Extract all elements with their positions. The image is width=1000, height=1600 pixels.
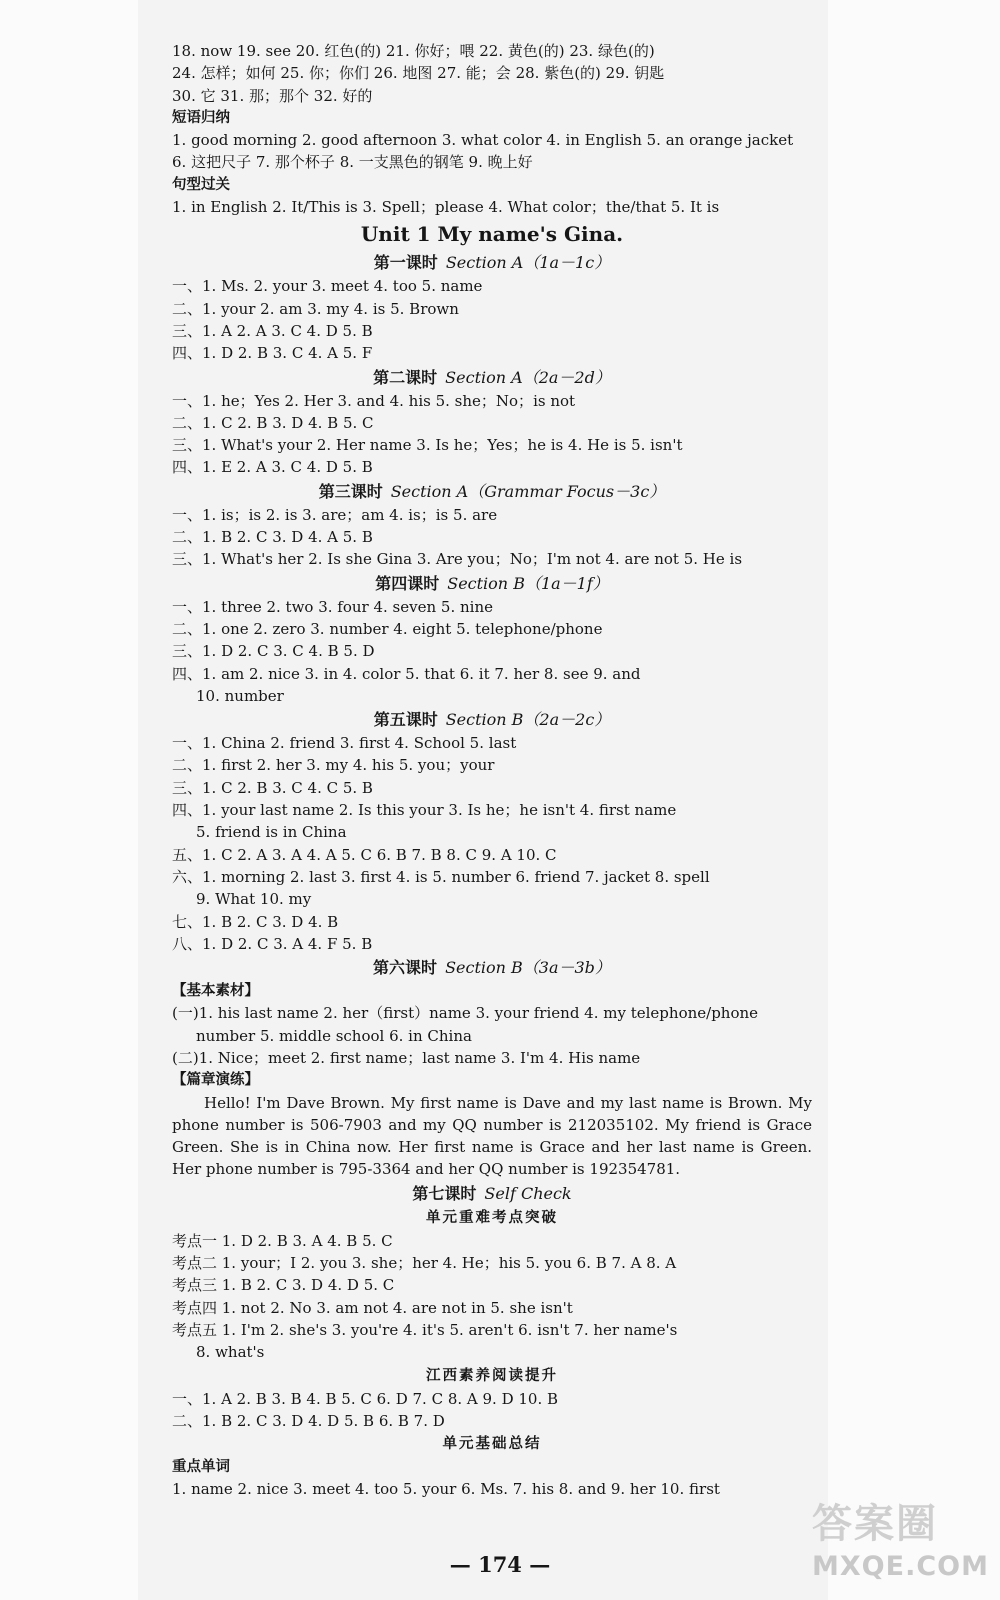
answer-line: 一、1. he；Yes 2. Her 3. and 4. his 5. she；No；is not — [172, 391, 576, 410]
answer-line: 二、1. B 2. C 3. D 4. A 5. B — [172, 528, 373, 547]
answer-line: 六、1. morning 2. last 3. first 4. is 5. number 6. friend 7. jacket 8. spell — [172, 867, 710, 886]
lesson-heading — [172, 707, 812, 732]
answer-line: 三、1. A 2. A 3. C 4. D 5. B — [172, 321, 373, 340]
section-heading: 【基本素材】 — [172, 983, 259, 1000]
answer-line: 一、1. three 2. two 3. four 4. seven 5. nine — [172, 597, 493, 616]
passage-text: Hello! I'm Dave Brown. My first name is Dave and my last name is Brown. My phone number is 506-7903 and my QQ number is 212035102. My friend is Grace Green. She is in China now. Her first name is Grace and her last name is Green. Her phone number is 795-3364 and her QQ number is 192354781. — [172, 1093, 812, 1179]
lesson-title: 第三课时 — [318, 481, 383, 501]
watermark-bottom: MXQE.COM — [812, 1551, 989, 1582]
answer-line-continued: 8. what's — [196, 1343, 265, 1362]
answer-line-continued: 10. number — [196, 686, 284, 705]
answer-line: 二、1. first 2. her 3. my 4. his 5. you；your — [172, 756, 495, 775]
answer-line: 二、1. one 2. zero 3. number 4. eight 5. telephone/phone — [172, 619, 603, 638]
answer-line: 考点一 1. D 2. B 3. A 4. B 5. C — [172, 1231, 393, 1250]
answer-column — [172, 40, 812, 1501]
answer-line: 18. now 19. see 20. 红色(的) 21. 你好；喂 22. 黄色(的) 23. 绿色(的) — [172, 42, 655, 60]
lesson-heading — [172, 1181, 812, 1206]
answer-line: 一、1. is；is 2. is 3. are；am 4. is；is 5. are — [172, 505, 498, 524]
answer-line: 四、1. am 2. nice 3. in 4. color 5. that 6. it 7. her 8. see 9. and — [172, 664, 641, 683]
lesson-title: 第一课时 — [373, 253, 438, 273]
answer-line: 一、1. China 2. friend 3. first 4. School 5. last — [172, 734, 517, 753]
lesson-heading — [172, 479, 812, 504]
lesson-title: 第四课时 — [375, 573, 440, 593]
answer-line: 四、1. E 2. A 3. C 4. D 5. B — [172, 458, 373, 477]
answer-line: 三、1. D 2. C 3. C 4. B 5. D — [172, 642, 375, 661]
lesson-section: Section A（1a－1c） — [445, 253, 611, 273]
lesson-section: Self Check — [484, 1183, 572, 1203]
lesson-section: Section B（1a－1f） — [447, 573, 609, 593]
section-heading: 【篇章演练】 — [172, 1072, 259, 1089]
lesson-section: Section A（Grammar Focus－3c） — [390, 481, 666, 501]
page-number: — 174 — — [449, 1552, 551, 1577]
watermark-top: 答案圈 — [812, 1501, 938, 1547]
answer-line-continued: 9. What 10. my — [196, 890, 312, 909]
unit-title: Unit 1 My name's Gina. — [360, 222, 624, 247]
answer-line: (二)1. Nice；meet 2. first name；last name 3. I'm 4. His name — [172, 1048, 641, 1067]
answer-line: 五、1. C 2. A 3. A 4. A 5. C 6. B 7. B 8. C 9. A 10. C — [172, 845, 557, 864]
answer-line-continued: 5. friend is in China — [196, 823, 347, 842]
sub-heading: 江西素养阅读提升 — [426, 1367, 558, 1384]
answer-line-continued: number 5. middle school 6. in China — [196, 1026, 472, 1045]
lesson-section: Section B（3a－3b） — [445, 958, 611, 978]
lesson-section: Section A（2a－2d） — [445, 367, 611, 387]
lesson-section: Section B（2a－2c） — [445, 710, 611, 730]
answer-line: 24. 怎样；如何 25. 你；你们 26. 地图 27. 能；会 28. 紫色(的) 29. 钥匙 — [172, 64, 665, 83]
answer-line: 二、1. your 2. am 3. my 4. is 5. Brown — [172, 299, 459, 318]
answer-line: 三、1. What's her 2. Is she Gina 3. Are you；No；I'm not 4. are not 5. He is — [172, 550, 743, 569]
answer-line: 1. in English 2. It/This is 3. Spell；please 4. What color；the/that 5. It is — [172, 198, 720, 217]
sub-heading: 单元基础总结 — [442, 1436, 542, 1453]
answer-line: 一、1. A 2. B 3. B 4. B 5. C 6. D 7. C 8. A 9. D 10. B — [172, 1389, 559, 1408]
sub-heading: 单元重难考点突破 — [426, 1209, 558, 1226]
answer-line: 考点三 1. B 2. C 3. D 4. D 5. C — [172, 1276, 395, 1295]
section-heading: 句型过关 — [172, 176, 230, 193]
answer-line: 三、1. C 2. B 3. C 4. C 5. B — [172, 778, 373, 797]
section-heading: 短语归纳 — [172, 109, 230, 126]
lesson-heading — [172, 250, 812, 275]
answer-line: 四、1. your last name 2. Is this your 3. Is he；he isn't 4. first name — [172, 801, 677, 820]
answer-line: (一)1. his last name 2. her（first）name 3. your friend 4. my telephone/phone — [172, 1004, 759, 1023]
lesson-heading — [172, 955, 812, 980]
answer-line: 七、1. B 2. C 3. D 4. B — [172, 912, 339, 931]
lesson-title: 第六课时 — [373, 958, 438, 978]
lesson-title: 第七课时 — [412, 1183, 477, 1203]
answer-line: 二、1. B 2. C 3. D 4. D 5. B 6. B 7. D — [172, 1411, 445, 1430]
answer-line: 6. 这把尺子 7. 那个杯子 8. 一支黑色的钢笔 9. 晚上好 — [172, 153, 533, 172]
answer-line: 三、1. What's your 2. Her name 3. Is he；Yes；he is 4. He is 5. isn't — [172, 436, 683, 455]
answer-line: 一、1. Ms. 2. your 3. meet 4. too 5. name — [172, 277, 483, 296]
lesson-title: 第五课时 — [373, 710, 438, 730]
answer-line: 八、1. D 2. C 3. A 4. F 5. B — [172, 934, 373, 953]
lesson-heading — [172, 571, 812, 596]
answer-line: 1. good morning 2. good afternoon 3. what color 4. in English 5. an orange jacket — [172, 131, 794, 150]
lesson-heading — [172, 365, 812, 390]
lesson-title: 第二课时 — [373, 367, 438, 387]
answer-line: 考点二 1. your；I 2. you 3. she；her 4. He；his 5. you 6. B 7. A 8. A — [172, 1254, 677, 1273]
answer-line: 四、1. D 2. B 3. C 4. A 5. F — [172, 344, 373, 363]
answer-line: 1. name 2. nice 3. meet 4. too 5. your 6. Ms. 7. his 8. and 9. her 10. first — [172, 1480, 720, 1499]
answer-line: 考点四 1. not 2. No 3. am not 4. are not in 5. she isn't — [172, 1298, 573, 1317]
answer-line: 30. 它 31. 那；那个 32. 好的 — [172, 86, 373, 105]
answer-line: 二、1. C 2. B 3. D 4. B 5. C — [172, 413, 374, 432]
answer-line: 考点五 1. I'm 2. she's 3. you're 4. it's 5. aren't 6. isn't 7. her name's — [172, 1320, 678, 1339]
section-heading: 重点单词 — [172, 1459, 230, 1476]
watermark-logo — [812, 1498, 989, 1594]
